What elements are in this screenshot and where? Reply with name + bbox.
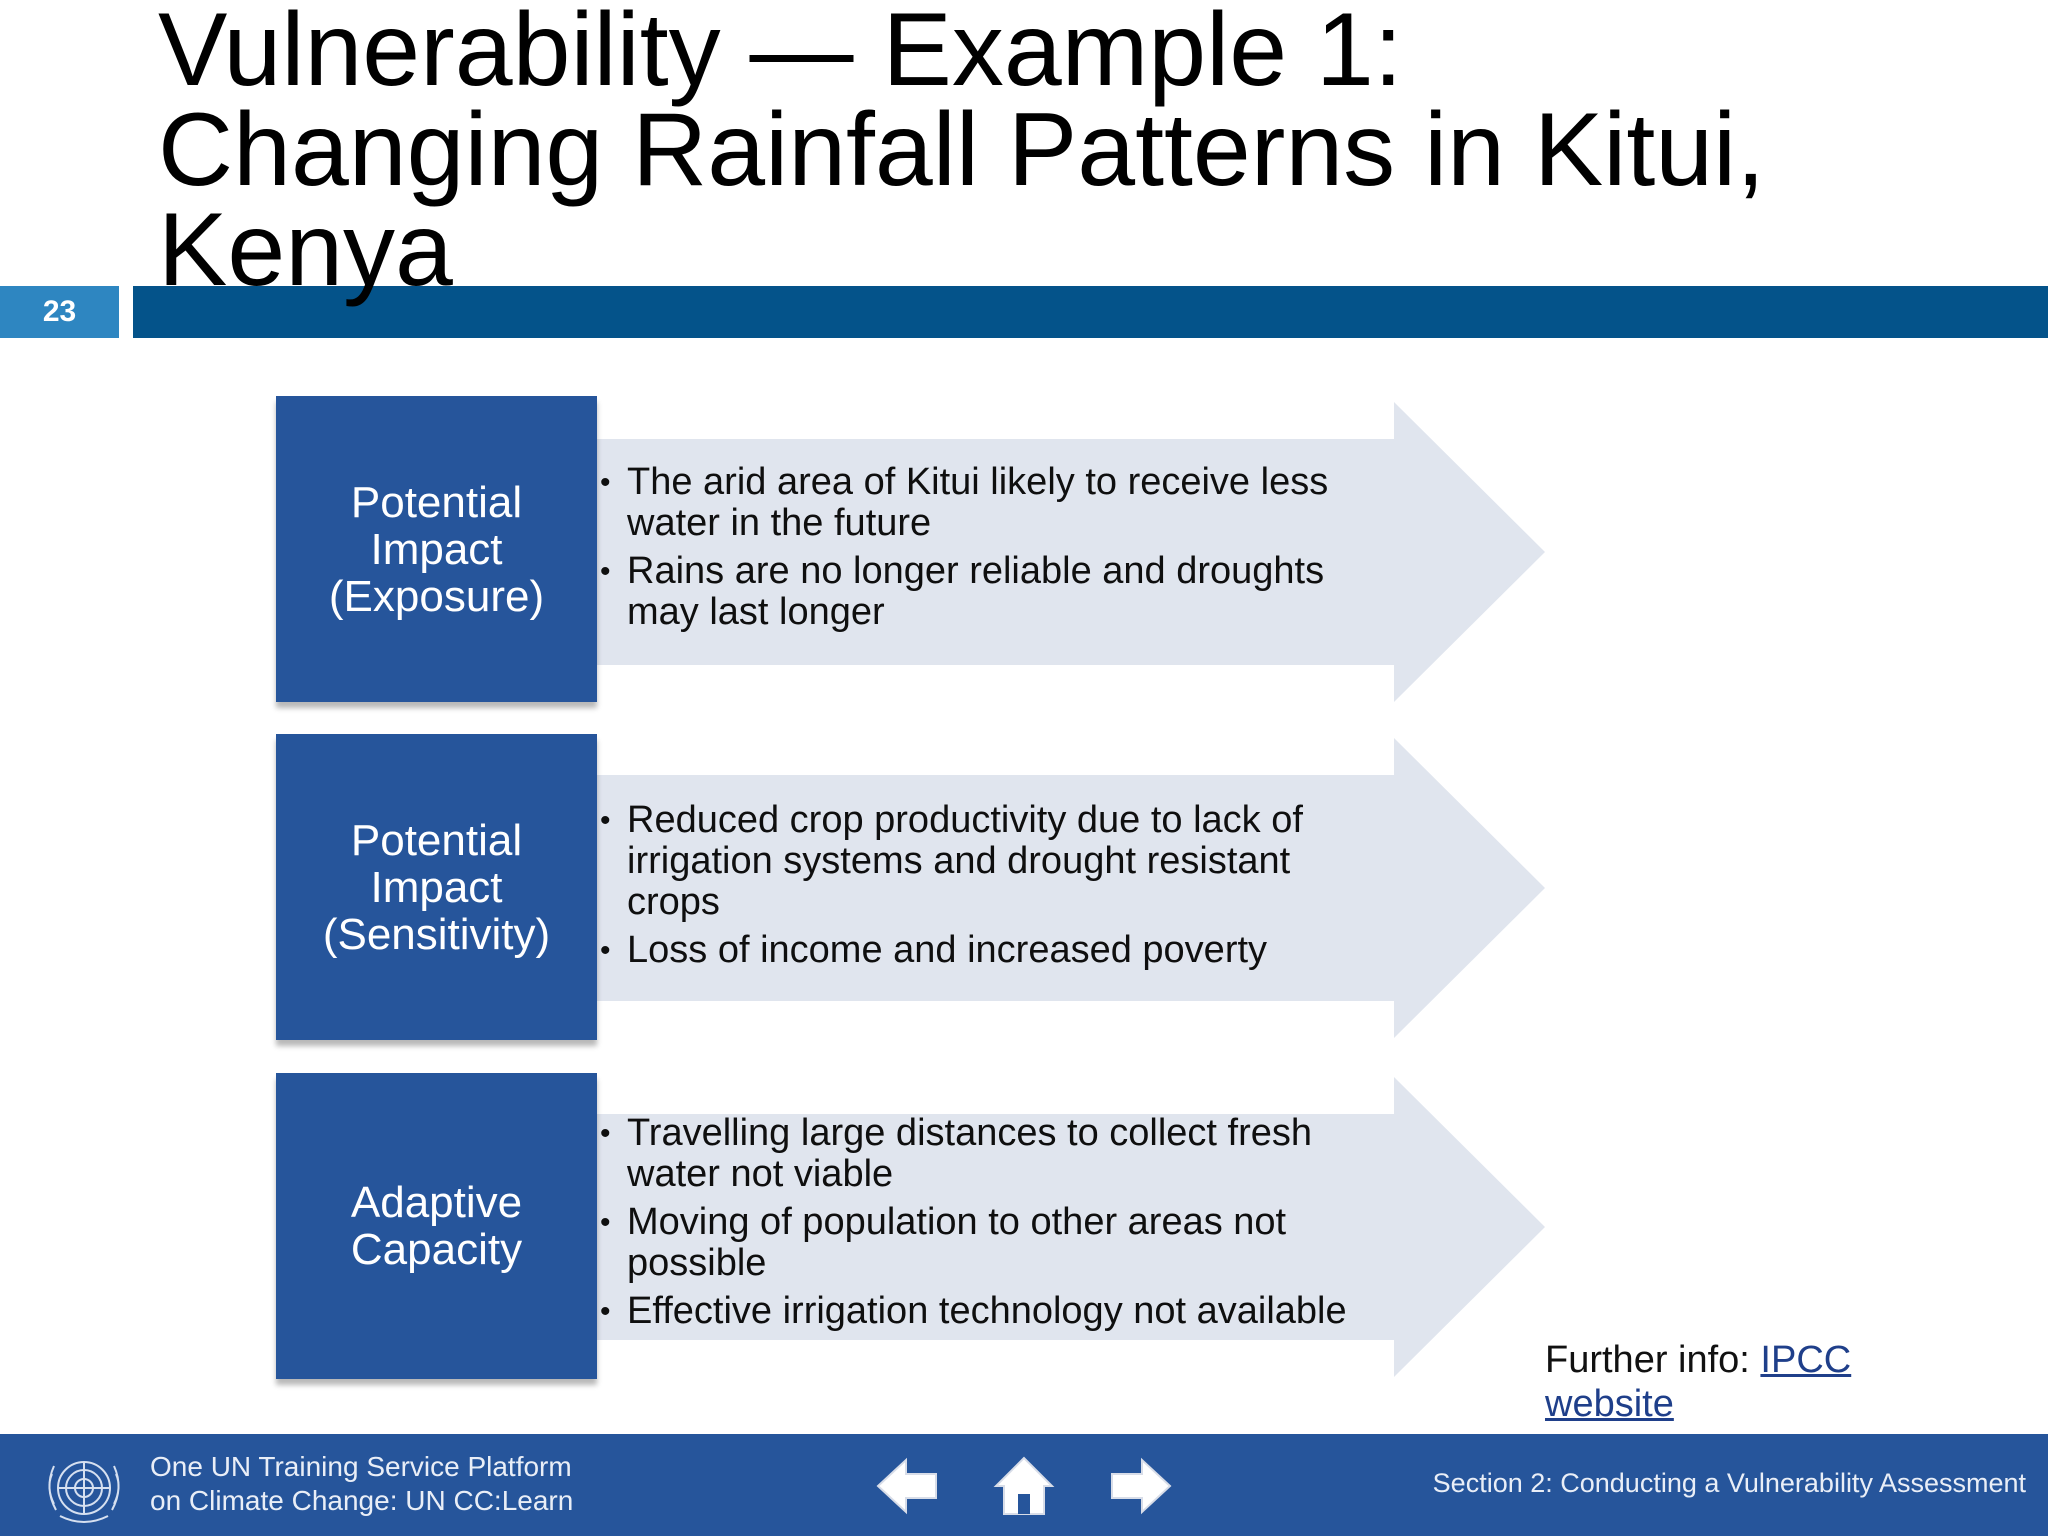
arrow-left-icon	[876, 1454, 940, 1518]
home-button[interactable]	[992, 1454, 1056, 1518]
bullet-item	[600, 1202, 1430, 1284]
un-emblem-icon	[38, 1448, 130, 1528]
platform-line: One UN Training Service Platform	[150, 1451, 572, 1482]
bullet-line: possible	[627, 1242, 767, 1284]
bullet-line: Reduced crop productivity due to lack of	[627, 799, 1303, 841]
bullet-item	[600, 1113, 1430, 1195]
row-label-sensitivity	[276, 734, 597, 1040]
slide-number: 23	[0, 286, 119, 338]
bullet-list	[600, 1113, 1430, 1339]
row-label-line: (Sensitivity)	[322, 909, 551, 959]
footer	[0, 1434, 2048, 1536]
bullet-item	[600, 930, 1400, 971]
slide-title-line: Kenya	[158, 192, 453, 308]
prev-slide-button[interactable]	[876, 1454, 940, 1518]
bullet-line: may last longer	[627, 591, 885, 633]
bullet-item	[600, 551, 1400, 633]
slide-title-line: Vulnerability — Example 1:	[158, 0, 1403, 108]
link-line: IPCC	[1760, 1339, 1852, 1381]
bullet-item	[600, 800, 1400, 923]
slide-title-line: Changing Rainfall Patterns in Kitui,	[158, 92, 1766, 208]
further-info	[1545, 1338, 1851, 1426]
home-icon	[992, 1454, 1056, 1518]
bullet-line: irrigation systems and drought resistant	[627, 840, 1291, 882]
bullet-line: Rains are no longer reliable and droughts	[627, 550, 1325, 592]
platform-line: on Climate Change: UN CC:Learn	[150, 1485, 574, 1516]
bullet-list	[600, 462, 1400, 640]
slide-title	[158, 0, 2018, 308]
bullet-line: water not viable	[627, 1153, 894, 1195]
bullet-line: Moving of population to other areas not	[627, 1201, 1287, 1243]
platform-name	[150, 1450, 573, 1518]
row-label-exposure	[276, 396, 597, 702]
row-label-line: Capacity	[350, 1225, 523, 1274]
bullet-item	[600, 462, 1400, 544]
row-label-line: (Exposure)	[328, 571, 545, 621]
row-label-line: Potential	[350, 815, 523, 865]
bullet-item	[600, 1291, 1430, 1332]
bullet-line: water in the future	[627, 502, 932, 544]
arrow-right-icon	[1108, 1454, 1172, 1518]
bullet-line: Travelling large distances to collect fresh	[627, 1112, 1313, 1154]
bullet-line: The arid area of Kitui likely to receive less	[627, 461, 1329, 503]
row-label-line: Impact	[370, 862, 503, 912]
bullet-list	[600, 800, 1400, 978]
row-label-line: Adaptive	[350, 1178, 523, 1227]
bullet-line: Effective irrigation technology not available	[627, 1290, 1347, 1332]
section-label: Section 2: Conducting a Vulnerability Assessment	[1432, 1468, 2026, 1498]
bullet-line: Loss of income and increased poverty	[627, 929, 1268, 971]
further-info-label: Further info:	[1545, 1339, 1761, 1381]
row-label-adaptive-capacity	[276, 1073, 597, 1379]
next-slide-button[interactable]	[1108, 1454, 1172, 1518]
row-label-line: Potential	[350, 477, 523, 527]
row-label-line: Impact	[370, 524, 503, 574]
bullet-line: crops	[627, 881, 720, 923]
link-line: website	[1545, 1383, 1674, 1425]
